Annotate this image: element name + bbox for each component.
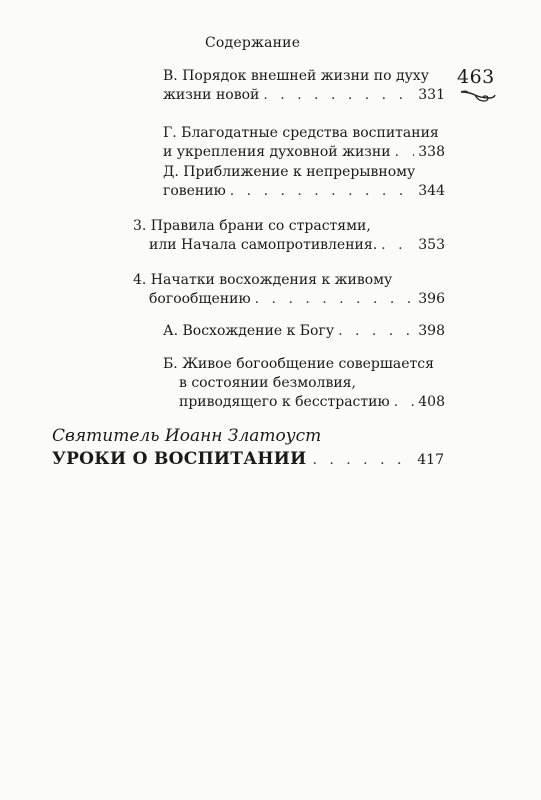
toc-entry-page: 398 — [418, 323, 445, 339]
toc-entry-page: 353 — [418, 237, 445, 253]
toc-entry-page: 338 — [418, 144, 445, 160]
toc-main-entry-page: 417 — [417, 452, 444, 468]
dot-leader — [312, 452, 411, 468]
toc-entry-title-line: А. Восхождение к Богу — [163, 323, 335, 339]
toc-entry-a — [163, 322, 445, 341]
toc-entry-title-line: Г. Благодатные средства воспитания — [163, 125, 439, 141]
toc-entry-title-line: жизни новой — [163, 87, 260, 103]
toc-entry-d — [163, 163, 445, 201]
toc-entry-3 — [133, 217, 445, 255]
toc-entry-page: 396 — [418, 291, 445, 307]
toc-main-entry-title: УРОКИ О ВОСПИТАНИИ — [52, 449, 307, 469]
author-name: Святитель Иоанн Златоуст — [52, 426, 322, 446]
dot-leader — [255, 290, 415, 309]
toc-entry-b — [163, 355, 445, 412]
dot-leader — [395, 143, 415, 162]
toc-entry-title-line: и укрепления духовной жизни — [163, 144, 391, 160]
toc-entry-title-line: В. Порядок внешней жизни по духу — [163, 68, 429, 84]
toc-entry-title-line: в состоянии безмолвия, — [179, 375, 356, 391]
toc-entry-g — [163, 124, 445, 162]
toc-entry-title-line: приводящего к бесстрастию — [179, 394, 390, 410]
toc-entry-title-line: Б. Живое богообщение совершается — [163, 356, 434, 372]
dot-leader — [381, 236, 414, 255]
toc-entry-page: 344 — [418, 183, 445, 199]
toc-entry-page: 408 — [418, 394, 445, 410]
dot-leader — [394, 393, 415, 412]
toc-entry-title-line: богообщению — [149, 291, 251, 307]
toc-entry-title-line: или Начала самопротивления. — [149, 237, 378, 253]
toc-entry-title-line: 3. Правила брани со страстями, — [133, 218, 371, 234]
dot-leader — [263, 86, 414, 105]
toc-entry-title-line: 4. Начатки восхождения к живому — [133, 272, 393, 288]
page-number: 463 — [457, 66, 495, 88]
dot-leader — [338, 322, 414, 341]
toc-entry-title-line: Д. Приближение к непрерывному — [163, 164, 416, 180]
dot-leader — [230, 182, 414, 201]
toc-entry-page: 331 — [418, 87, 445, 103]
page-ornament-icon — [459, 89, 497, 103]
toc-entry-v — [163, 67, 445, 105]
toc-main-entry — [52, 449, 444, 469]
toc-entry-4 — [133, 271, 445, 309]
toc-entry-title-line: говению — [163, 183, 226, 199]
running-head: Содержание — [205, 35, 301, 51]
